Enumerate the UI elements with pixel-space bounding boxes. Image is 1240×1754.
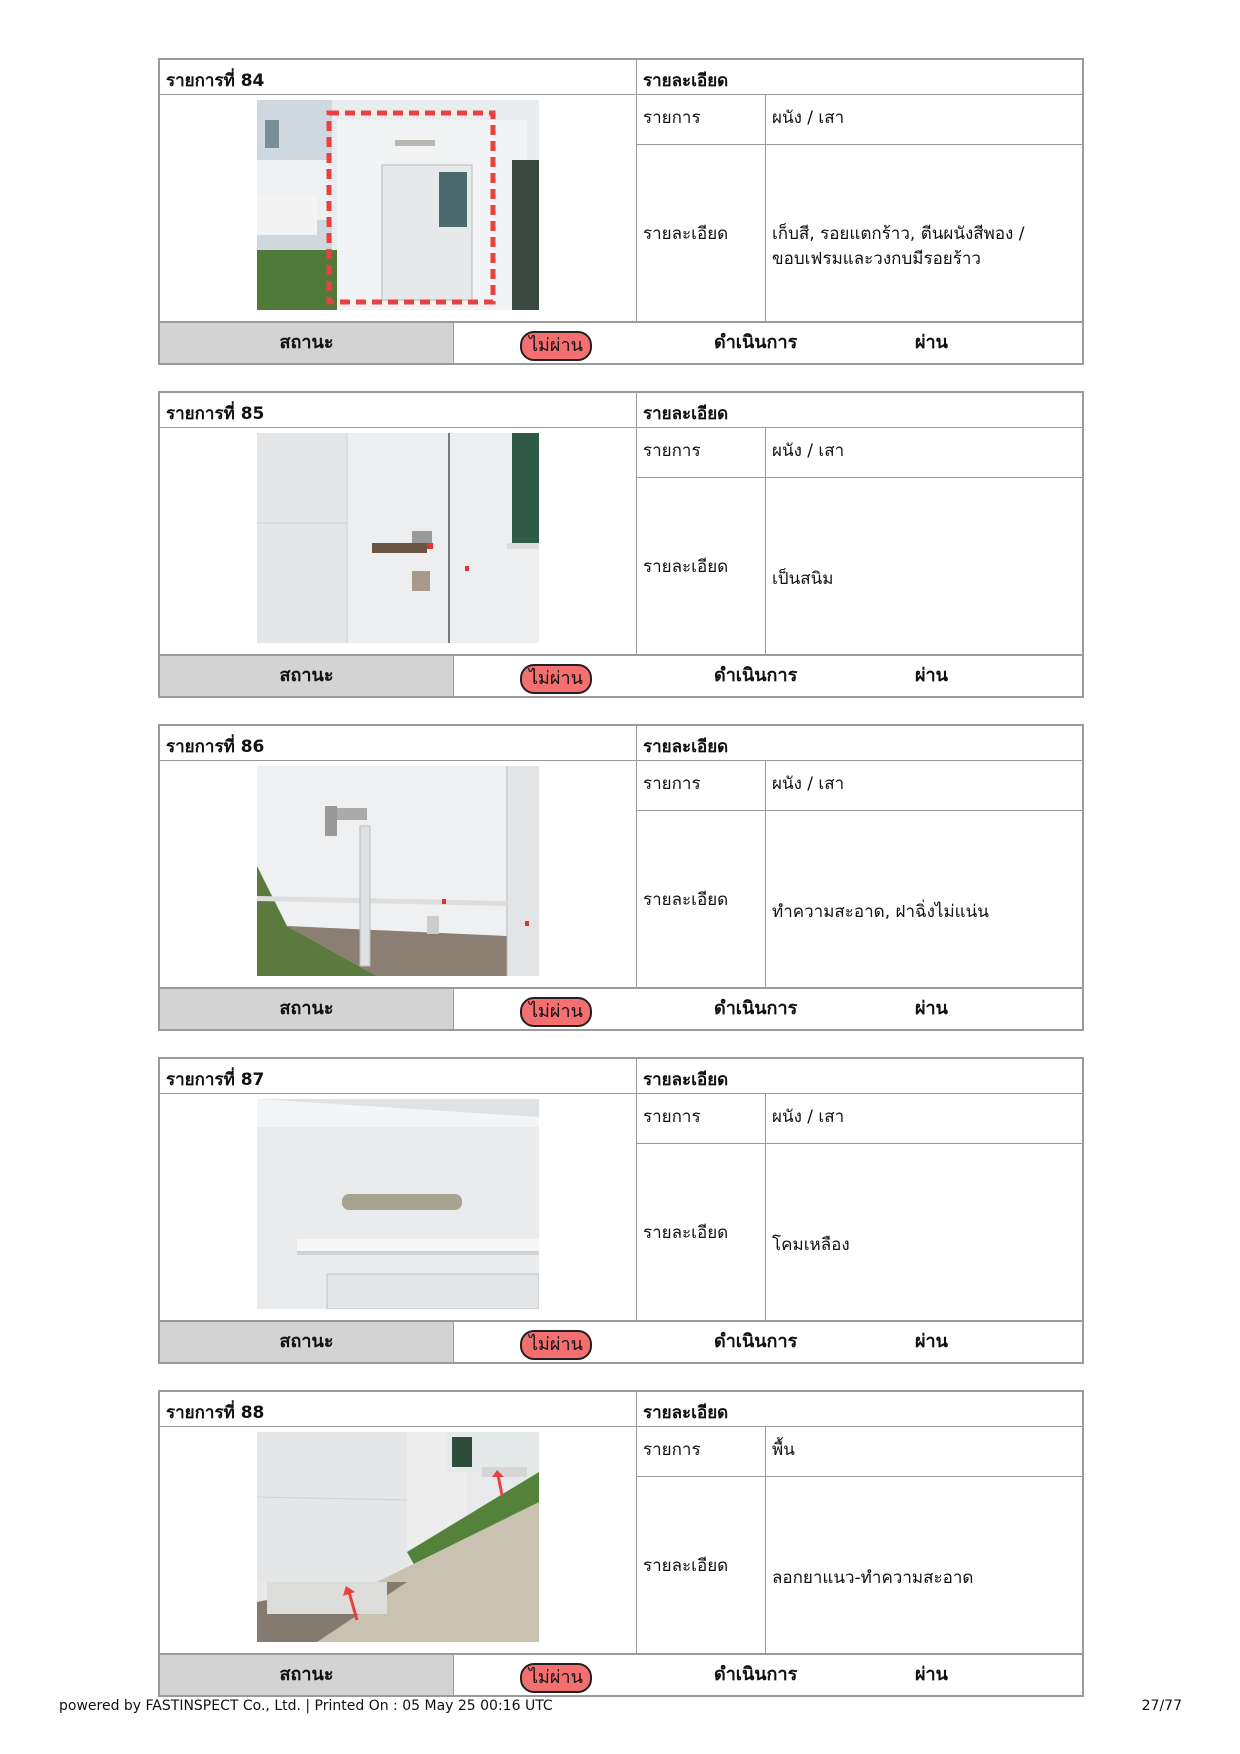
detail-label: รายละเอียด bbox=[643, 1556, 729, 1576]
status-label: สถานะ bbox=[160, 323, 453, 363]
detail-label: รายละเอียด bbox=[643, 890, 729, 910]
detail-header: รายละเอียด bbox=[643, 1070, 729, 1090]
status-label: สถานะ bbox=[160, 656, 453, 696]
status-fail-option[interactable]: ไม่ผ่าน bbox=[520, 1330, 592, 1360]
detail-value: ลอกยาแนว-ทำความสะอาด bbox=[772, 1568, 974, 1588]
status-row bbox=[160, 1653, 1082, 1695]
item-label: รายการ bbox=[643, 774, 701, 794]
status-inprogress-option[interactable]: ดำเนินการ bbox=[714, 1664, 798, 1685]
item-value: ผนัง / เสา bbox=[772, 108, 845, 128]
detail-label: รายละเอียด bbox=[643, 224, 729, 244]
detail-header: รายละเอียด bbox=[643, 71, 729, 91]
status-inprogress-option[interactable]: ดำเนินการ bbox=[714, 665, 798, 686]
item-label: รายการ bbox=[643, 1107, 701, 1127]
inspection-photo[interactable] bbox=[257, 1099, 539, 1309]
footer-credit: powered by FASTINSPECT Co., Ltd. | Printed On : 05 May 25 00:16 UTC bbox=[59, 1698, 553, 1714]
item-title: รายการที่ 87 bbox=[166, 1070, 265, 1090]
detail-label: รายละเอียด bbox=[643, 1223, 729, 1243]
item-title: รายการที่ 84 bbox=[166, 71, 265, 91]
inspection-item-card bbox=[158, 1390, 1084, 1697]
inspection-item-card bbox=[158, 58, 1084, 365]
item-title: รายการที่ 85 bbox=[166, 404, 265, 424]
item-value: ผนัง / เสา bbox=[772, 774, 845, 794]
status-row bbox=[160, 654, 1082, 696]
status-inprogress-option[interactable]: ดำเนินการ bbox=[714, 998, 798, 1019]
inspection-item-card bbox=[158, 724, 1084, 1031]
status-pass-option[interactable]: ผ่าน bbox=[915, 1664, 948, 1685]
status-label: สถานะ bbox=[160, 1322, 453, 1362]
inspection-photo[interactable] bbox=[257, 100, 539, 310]
inspection-photo[interactable] bbox=[257, 1432, 539, 1642]
status-pass-option[interactable]: ผ่าน bbox=[915, 665, 948, 686]
status-row bbox=[160, 321, 1082, 363]
detail-header: รายละเอียด bbox=[643, 1403, 729, 1423]
detail-label: รายละเอียด bbox=[643, 557, 729, 577]
detail-value: เป็นสนิม bbox=[772, 569, 834, 589]
page-number: 27/77 bbox=[1141, 1698, 1182, 1714]
status-pass-option[interactable]: ผ่าน bbox=[915, 998, 948, 1019]
inspection-photo[interactable] bbox=[257, 433, 539, 643]
inspection-item-card bbox=[158, 391, 1084, 698]
detail-header: รายละเอียด bbox=[643, 404, 729, 424]
detail-value: ทำความสะอาด, ฝาฉิ่งไม่แน่น bbox=[772, 902, 989, 922]
status-label: สถานะ bbox=[160, 1655, 453, 1695]
item-label: รายการ bbox=[643, 1440, 701, 1460]
item-title: รายการที่ 88 bbox=[166, 1403, 265, 1423]
status-row bbox=[160, 1320, 1082, 1362]
inspection-photo[interactable] bbox=[257, 766, 539, 976]
status-inprogress-option[interactable]: ดำเนินการ bbox=[714, 332, 798, 353]
status-label: สถานะ bbox=[160, 989, 453, 1029]
detail-value: เก็บสี, รอยแตกร้าว, ตีนผนังสีพอง / ขอบเฟรมและวงกบมีรอยร้าว bbox=[772, 224, 1025, 269]
status-pass-option[interactable]: ผ่าน bbox=[915, 1331, 948, 1352]
status-fail-option[interactable]: ไม่ผ่าน bbox=[520, 331, 592, 361]
status-fail-option[interactable]: ไม่ผ่าน bbox=[520, 997, 592, 1027]
status-row bbox=[160, 987, 1082, 1029]
item-value: พื้น bbox=[772, 1440, 795, 1460]
item-value: ผนัง / เสา bbox=[772, 441, 845, 461]
item-label: รายการ bbox=[643, 108, 701, 128]
item-value: ผนัง / เสา bbox=[772, 1107, 845, 1127]
status-fail-option[interactable]: ไม่ผ่าน bbox=[520, 1663, 592, 1693]
detail-value: โคมเหลือง bbox=[772, 1235, 850, 1255]
status-pass-option[interactable]: ผ่าน bbox=[915, 332, 948, 353]
inspection-item-card bbox=[158, 1057, 1084, 1364]
detail-header: รายละเอียด bbox=[643, 737, 729, 757]
item-title: รายการที่ 86 bbox=[166, 737, 265, 757]
status-inprogress-option[interactable]: ดำเนินการ bbox=[714, 1331, 798, 1352]
item-label: รายการ bbox=[643, 441, 701, 461]
status-fail-option[interactable]: ไม่ผ่าน bbox=[520, 664, 592, 694]
